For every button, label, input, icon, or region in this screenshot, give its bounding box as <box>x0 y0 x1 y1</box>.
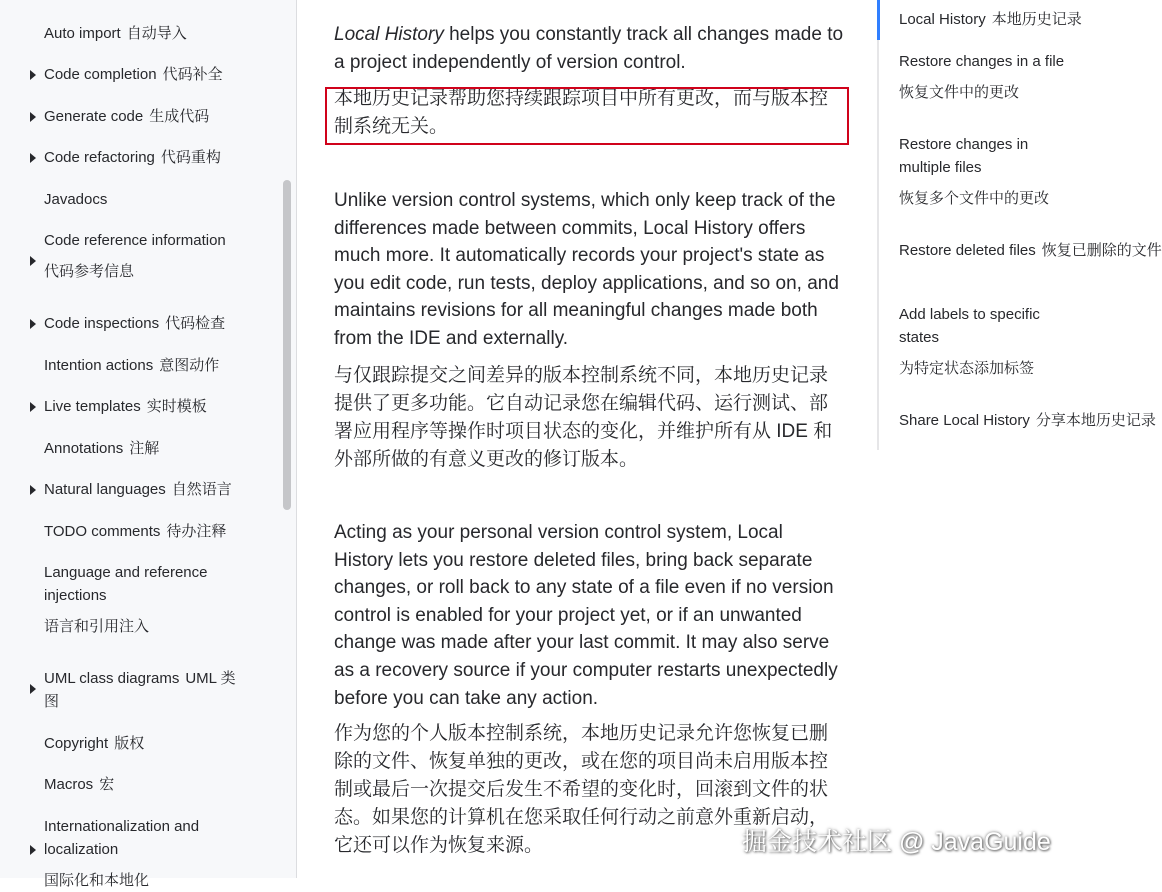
recovery-paragraph-cn: 作为您的个人版本控制系统，本地历史记录允许您恢复已删除的文件、恢复单独的更改，或在您的项目尚未启用版本控制或最后一次提交后发生不希望的变化时，回滚到文件的状态。如果您的计算机在您采取任何行动之前意外重新启动，它还可以作为恢复来源。 <box>334 723 829 856</box>
sidebar-item-label-cn: 代码重构 <box>160 149 221 166</box>
toc-item-label-cn: 为特定状态添加标签 <box>899 360 1035 377</box>
expand-arrow-icon[interactable] <box>30 402 36 412</box>
sidebar-item-label: Macros <box>44 776 94 793</box>
toc-item-restore-deleted[interactable] <box>899 239 1162 262</box>
table-of-contents <box>877 0 1162 450</box>
toc-item-local-history[interactable] <box>899 8 1089 31</box>
expand-arrow-icon[interactable] <box>30 319 36 329</box>
toc-item-label: Share Local History <box>899 412 1030 429</box>
sidebar-item-label: Generate code <box>44 108 144 125</box>
sidebar-item-label: Internationalization and localization <box>44 818 200 858</box>
expand-arrow-icon[interactable] <box>30 845 36 855</box>
sidebar-item-label: TODO comments <box>44 523 161 540</box>
sidebar-item-label-cn: 宏 <box>99 776 115 793</box>
sidebar-item-intention-actions[interactable] <box>44 354 249 377</box>
sidebar-item-code-completion[interactable] <box>44 63 249 86</box>
toc-item-label: Restore deleted files <box>899 242 1036 259</box>
sidebar-item-uml-class-diagrams[interactable] <box>44 667 249 713</box>
sidebar-item-javadocs[interactable] <box>44 188 249 211</box>
expand-arrow-icon[interactable] <box>30 70 36 80</box>
intro-paragraph <box>334 21 844 76</box>
sidebar-item-label-cn: 代码参考信息 <box>44 263 135 280</box>
sidebar-item-label-cn: 版权 <box>114 735 145 752</box>
comparison-paragraph: Unlike version control systems, which only keep track of the differences made between commits, Local History offers much more. It automatically records your project's state as you edit code, run tests, deploy applications, and so on, and maintains revisions for all meaningful changes made both from the IDE and externally. <box>334 190 839 349</box>
sidebar-item-live-templates[interactable] <box>44 395 249 418</box>
sidebar-item-label: Code inspections <box>44 315 160 332</box>
sidebar-item-label-cn: 代码检查 <box>165 315 226 332</box>
sidebar-item-label-cn: 注解 <box>129 440 160 457</box>
sidebar-item-label-cn: 语言和引用注入 <box>44 618 150 635</box>
sidebar-item-label-cn: 生成代码 <box>149 108 210 125</box>
toc-item-label-cn: 恢复多个文件中的更改 <box>899 190 1050 207</box>
toc-item-label-cn: 分享本地历史记录 <box>1035 412 1156 429</box>
sidebar-item-code-inspections[interactable] <box>44 312 249 335</box>
sidebar-item-label: Javadocs <box>44 191 108 208</box>
sidebar-item-todo-comments[interactable] <box>44 520 249 543</box>
sidebar-item-label-cn: 待办注释 <box>166 523 227 540</box>
sidebar-item-label-cn: 实时模板 <box>146 398 207 415</box>
toc-item-restore-changes-multiple[interactable] <box>899 133 1089 210</box>
sidebar-item-label-cn: 自然语言 <box>171 481 232 498</box>
toc-item-label-cn: 恢复文件中的更改 <box>899 84 1020 101</box>
sidebar-item-label: Code completion <box>44 66 157 83</box>
sidebar-item-label-cn: 意图动作 <box>159 357 220 374</box>
sidebar-item-label: UML class diagrams <box>44 670 180 687</box>
toc-item-label-cn: 本地历史记录 <box>991 11 1082 28</box>
toc-item-add-labels[interactable] <box>899 303 1089 380</box>
sidebar-item-language-injections[interactable] <box>44 561 249 638</box>
sidebar-item-auto-import[interactable] <box>44 22 249 45</box>
sidebar-item-label: Auto import <box>44 25 121 42</box>
sidebar-item-internationalization[interactable] <box>44 815 249 892</box>
sidebar-item-label: Annotations <box>44 440 124 457</box>
sidebar-item-label: Intention actions <box>44 357 154 374</box>
sidebar-item-macros[interactable] <box>44 773 249 796</box>
sidebar-item-generate-code[interactable] <box>44 105 249 128</box>
toc-active-indicator <box>877 0 880 40</box>
sidebar-item-code-refactoring[interactable] <box>44 146 249 169</box>
sidebar-scrollbar[interactable] <box>283 180 291 510</box>
sidebar-item-code-reference-information[interactable] <box>44 229 249 283</box>
expand-arrow-icon[interactable] <box>30 684 36 694</box>
toc-item-label: Restore changes in multiple files <box>899 136 1029 176</box>
sidebar-item-label: Copyright <box>44 735 109 752</box>
sidebar-item-label-cn: UML 类图 <box>44 670 236 710</box>
toc-item-label-cn: 恢复已删除的文件 <box>1041 242 1162 259</box>
toc-item-restore-changes-file[interactable] <box>899 50 1089 104</box>
sidebar-item-copyright[interactable] <box>44 732 249 755</box>
sidebar-item-label-cn: 国际化和本地化 <box>44 872 150 889</box>
sidebar-nav <box>0 0 297 889</box>
recovery-paragraph: Acting as your personal version control system, Local History lets you restore deleted files, bring back separate changes, or roll back to any state of a file even if no version control is enabled for your project yet, or if an unwanted change was made after your last commit. It may also serve as a recovery source if your computer restarts unexpectedly before you can take any action. <box>334 522 838 709</box>
expand-arrow-icon[interactable] <box>30 153 36 163</box>
toc-item-label: Add labels to specific states <box>899 306 1040 346</box>
toc-item-share-local-history[interactable] <box>899 409 1156 432</box>
sidebar-item-label-cn: 自动导入 <box>126 25 187 42</box>
sidebar-item-label-cn: 代码补全 <box>162 66 223 83</box>
intro-paragraph-text: helps you constantly track all changes made to a project independently of version control. <box>334 24 844 73</box>
intro-paragraph-cn: 本地历史记录帮助您持续跟踪项目中所有更改，而与版本控制系统无关。 <box>334 88 829 137</box>
sidebar-item-label: Language and reference injections <box>44 564 208 604</box>
watermark: 掘金技术社区 @ JavaGuide <box>742 828 1051 856</box>
toc-item-label: Restore changes in a file <box>899 53 1065 70</box>
sidebar-item-label: Live templates <box>44 398 141 415</box>
comparison-paragraph-cn: 与仅跟踪提交之间差异的版本控制系统不同，本地历史记录提供了更多功能。它自动记录您在编辑代码、运行测试、部署应用程序等操作时项目状态的变化，并维护所有从 IDE 和外部所做的有意义更改的修订版本。 <box>334 365 833 470</box>
sidebar-item-label: Natural languages <box>44 481 166 498</box>
sidebar-item-natural-languages[interactable] <box>44 478 249 501</box>
toc-item-label: Local History <box>899 11 986 28</box>
expand-arrow-icon[interactable] <box>30 485 36 495</box>
sidebar-item-label: Code refactoring <box>44 149 155 166</box>
expand-arrow-icon[interactable] <box>30 256 36 266</box>
sidebar-item-annotations[interactable] <box>44 437 249 460</box>
expand-arrow-icon[interactable] <box>30 112 36 122</box>
sidebar-item-label: Code reference information <box>44 232 226 249</box>
local-history-term: Local History <box>334 24 444 45</box>
